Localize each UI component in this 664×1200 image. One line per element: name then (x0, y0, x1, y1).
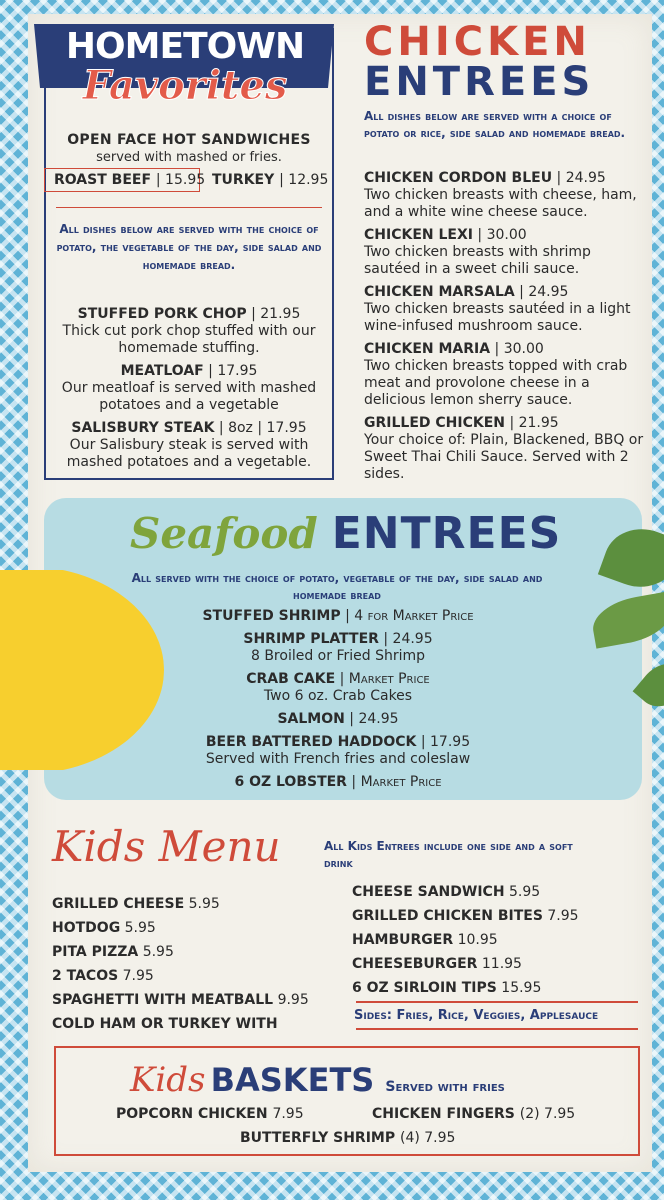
dish-haddock: BEER BATTERED HADDOCK | 17.95 Served with French fries and coleslaw (205, 734, 471, 767)
list-item: COLD HAM OR TURKEY WITH (52, 1016, 278, 1032)
kids-list-left (52, 892, 352, 1036)
dish-stuffed-pork-chop: STUFFED PORK CHOP | 21.95 Thick cut pork chop stuffed with our homemade stuffing. (62, 306, 316, 356)
dish-lobster: 6 OZ LOBSTER | Market Price (234, 774, 442, 790)
dish-grilled-chicken: GRILLED CHICKEN | 21.95 Your choice of: Plain, Blackened, BBQ or Sweet Thai Chili Sauce. Served with 2 sides. (364, 415, 644, 482)
hometown-title: HOMETOWN (65, 26, 305, 67)
list-item: CHICKEN FINGERS (2) 7.95 (372, 1106, 576, 1122)
chicken-title: CHICKEN ENTREES (364, 19, 595, 105)
open-face-sub: served with mashed or fries. (96, 150, 282, 165)
list-item: HAMBURGER 10.95 (352, 932, 498, 948)
open-face-header: OPEN FACE HOT SANDWICHES (67, 132, 311, 148)
dish-chicken-marsala: CHICKEN MARSALA | 24.95 Two chicken breasts sautéed in a light wine-infused mushroom sauce. (364, 284, 631, 334)
list-item: POPCORN CHICKEN 7.95 (116, 1106, 304, 1122)
open-face-section (46, 132, 332, 166)
dish-chicken-lexi: CHICKEN LEXI | 30.00 Two chicken breasts with shrimp sautéed in a sweet chili sauce. (364, 227, 591, 277)
list-item: 6 OZ SIRLOIN TIPS 15.95 (352, 980, 542, 996)
kids-menu-title: Kids Menu (52, 822, 281, 871)
seafood-title: Seafood ENTREES (130, 508, 562, 559)
hometown-dishes (50, 306, 328, 471)
dish-meatloaf: MEATLOAF | 17.95 Our meatloaf is served with mashed potatoes and a vegetable (61, 363, 317, 413)
list-item: GRILLED CHEESE 5.95 (52, 896, 220, 912)
kids-note: All Kids Entrees include one side and a soft drink (324, 839, 573, 870)
hometown-note: All dishes below are served with the choice of potato, the vegetable of the day, side salad and homemade bread. (56, 222, 322, 272)
dish-crab-cake: CRAB CAKE | Market Price Two 6 oz. Crab Cakes (246, 671, 430, 704)
seafood-note: All served with the choice of potato, vegetable of the day, side salad and homemade bread (131, 571, 543, 602)
dish-salmon: SALMON | 24.95 (277, 711, 399, 727)
chicken-note: All dishes below are served with a choice of potato or rice, side salad and homemade bread. (364, 109, 626, 140)
dish-chicken-maria: CHICKEN MARIA | 30.00 Two chicken breasts topped with crab meat and provolone cheese in a delicious lemon sherry sauce. (364, 341, 628, 408)
dish-stuffed-shrimp: STUFFED SHRIMP | 4 for Market Price (202, 608, 474, 624)
divider (356, 1028, 638, 1030)
seafood-list (150, 608, 526, 791)
list-item: CHEESEBURGER 11.95 (352, 956, 522, 972)
chicken-list (364, 170, 646, 483)
divider (56, 207, 322, 208)
dish-shrimp-platter: SHRIMP PLATTER | 24.95 8 Broiled or Fried Shrimp (243, 631, 433, 664)
dish-chicken-cordon-bleu: CHICKEN CORDON BLEU | 24.95 Two chicken breasts with cheese, ham, and a white wine cheese sauce. (364, 170, 637, 220)
menu-item: TURKEY | 12.95 (212, 172, 329, 188)
list-item: GRILLED CHICKEN BITES 7.95 (352, 908, 579, 924)
menu-item: ROAST BEEF | 15.95 (54, 172, 206, 188)
kids-sides: Sides: Fries, Rice, Veggies, Applesauce (354, 1008, 599, 1023)
kids-list-right (352, 880, 642, 1000)
list-item: HOTDOG 5.95 (52, 920, 156, 936)
hometown-script-title: Favorites (82, 62, 288, 109)
list-item: SPAGHETTI WITH MEATBALL 9.95 (52, 992, 309, 1008)
list-item: CHEESE SANDWICH 5.95 (352, 884, 541, 900)
list-item: BUTTERFLY SHRIMP (4) 7.95 (240, 1130, 456, 1146)
kids-baskets-title: Kids BASKETS Served with fries (130, 1060, 505, 1100)
dish-salisbury-steak: SALISBURY STEAK | 8oz | 17.95 Our Salisbury steak is served with mashed potatoes and a vegetable. (66, 420, 312, 470)
divider (356, 1001, 638, 1003)
list-item: 2 TACOS 7.95 (52, 968, 154, 984)
list-item: PITA PIZZA 5.95 (52, 944, 174, 960)
